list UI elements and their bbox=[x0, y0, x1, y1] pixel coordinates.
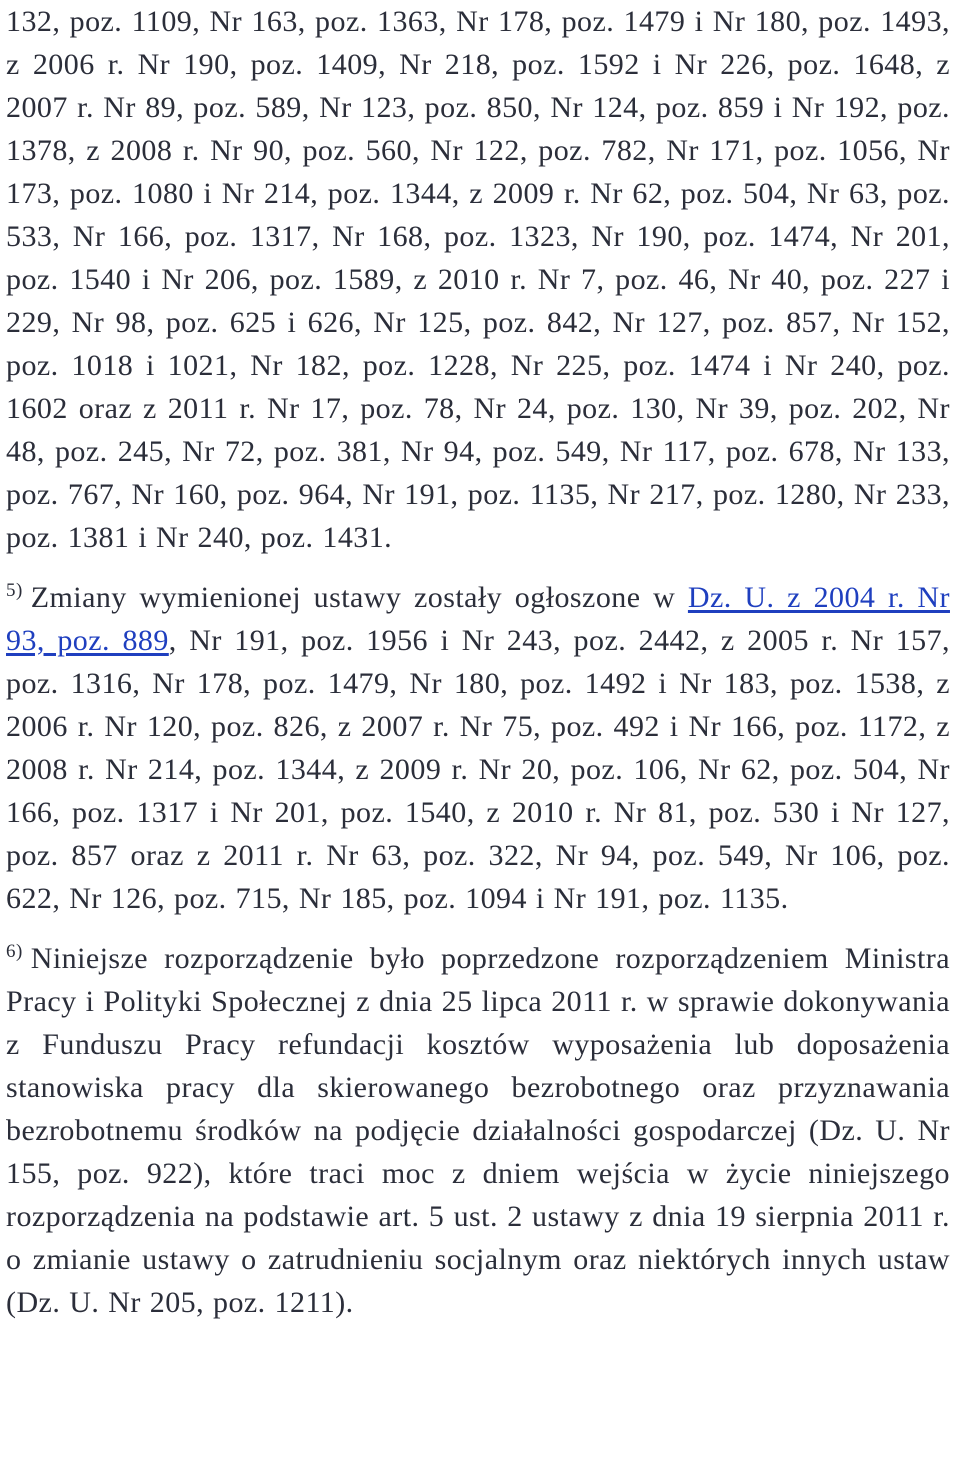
footnote-5-rest-text: , Nr 191, poz. 1956 i Nr 243, poz. 2442, z 2005 r. Nr 157, poz. 1316, Nr 178, poz. 1479, Nr 180, poz. 1492 i Nr 183, poz. 1538, z 2006 r. Nr 120, poz. 826, z 2007 r. Nr 75, poz. 492 i Nr 166, poz. 1172, z 2008 r. Nr 214, poz. 1344, z 2009 r. Nr 20, poz. 106, Nr 62, poz. 504, Nr 166, poz. 1317 i Nr 201, poz. 1540, z 2010 r. Nr 81, poz. 530 i Nr 127, poz. 857 oraz z 2011 r. Nr 63, poz. 322, Nr 94, poz. 549, Nr 106, poz. 622, Nr 126, poz. 715, Nr 185, poz. 1094 i Nr 191, poz. 1135. bbox=[6, 624, 950, 915]
footnote-5-paragraph bbox=[6, 576, 950, 920]
footnote-6-paragraph bbox=[6, 937, 950, 1324]
continuation-text: 132, poz. 1109, Nr 163, poz. 1363, Nr 178, poz. 1479 i Nr 180, poz. 1493, z 2006 r. Nr 190, poz. 1409, Nr 218, poz. 1592 i Nr 226, poz. 1648, z 2007 r. Nr 89, poz. 589, Nr 123, poz. 850, Nr 124, poz. 859 i Nr 192, poz. 1378, z 2008 r. Nr 90, poz. 560, Nr 122, poz. 782, Nr 171, poz. 1056, Nr 173, poz. 1080 i Nr 214, poz. 1344, z 2009 r. Nr 62, poz. 504, Nr 63, poz. 533, Nr 166, poz. 1317, Nr 168, poz. 1323, Nr 190, poz. 1474, Nr 201, poz. 1540 i Nr 206, poz. 1589, z 2010 r. Nr 7, poz. 46, Nr 40, poz. 227 i 229, Nr 98, poz. 625 i 626, Nr 125, poz. 842, Nr 127, poz. 857, Nr 152, poz. 1018 i 1021, Nr 182, poz. 1228, Nr 225, poz. 1474 i Nr 240, poz. 1602 oraz z 2011 r. Nr 17, poz. 78, Nr 24, poz. 130, Nr 39, poz. 202, Nr 48, poz. 245, Nr 72, poz. 381, Nr 94, poz. 549, Nr 117, poz. 678, Nr 133, poz. 767, Nr 160, poz. 964, Nr 191, poz. 1135, Nr 217, poz. 1280, Nr 233, poz. 1381 i Nr 240, poz. 1431. bbox=[6, 5, 950, 554]
dz-u-2004-link[interactable]: Dz. U. z 2004 r. Nr 93, poz. 889 bbox=[6, 581, 950, 657]
footnote-continuation-paragraph bbox=[6, 0, 950, 559]
footnote-6-marker: 6) bbox=[6, 941, 23, 962]
footnote-6-text: Niniejsze rozporządzenie było poprzedzone rozporządzeniem Ministra Pracy i Polityki Społecznej z dnia 25 lipca 2011 r. w sprawie dokonywania z Funduszu Pracy refundacji kosztów wyposażenia lub doposażenia stanowiska pracy dla skierowanego bezrobotnego oraz przyznawania bezrobotnemu środków na podjęcie działalności gospodarczej (Dz. U. Nr 155, poz. 922), które traci moc z dniem wejścia w życie niniejszego rozporządzenia na podstawie art. 5 ust. 2 ustawy z dnia 19 sierpnia 2011 r. o zmianie ustawy o zatrudnieniu socjalnym oraz niektórych innych ustaw (Dz. U. Nr 205, poz. 1211). bbox=[6, 942, 950, 1319]
footnote-5-lead-text: Zmiany wymienionej ustawy zostały ogłoszone w bbox=[30, 581, 688, 614]
footnote-5-marker: 5) bbox=[6, 580, 23, 601]
